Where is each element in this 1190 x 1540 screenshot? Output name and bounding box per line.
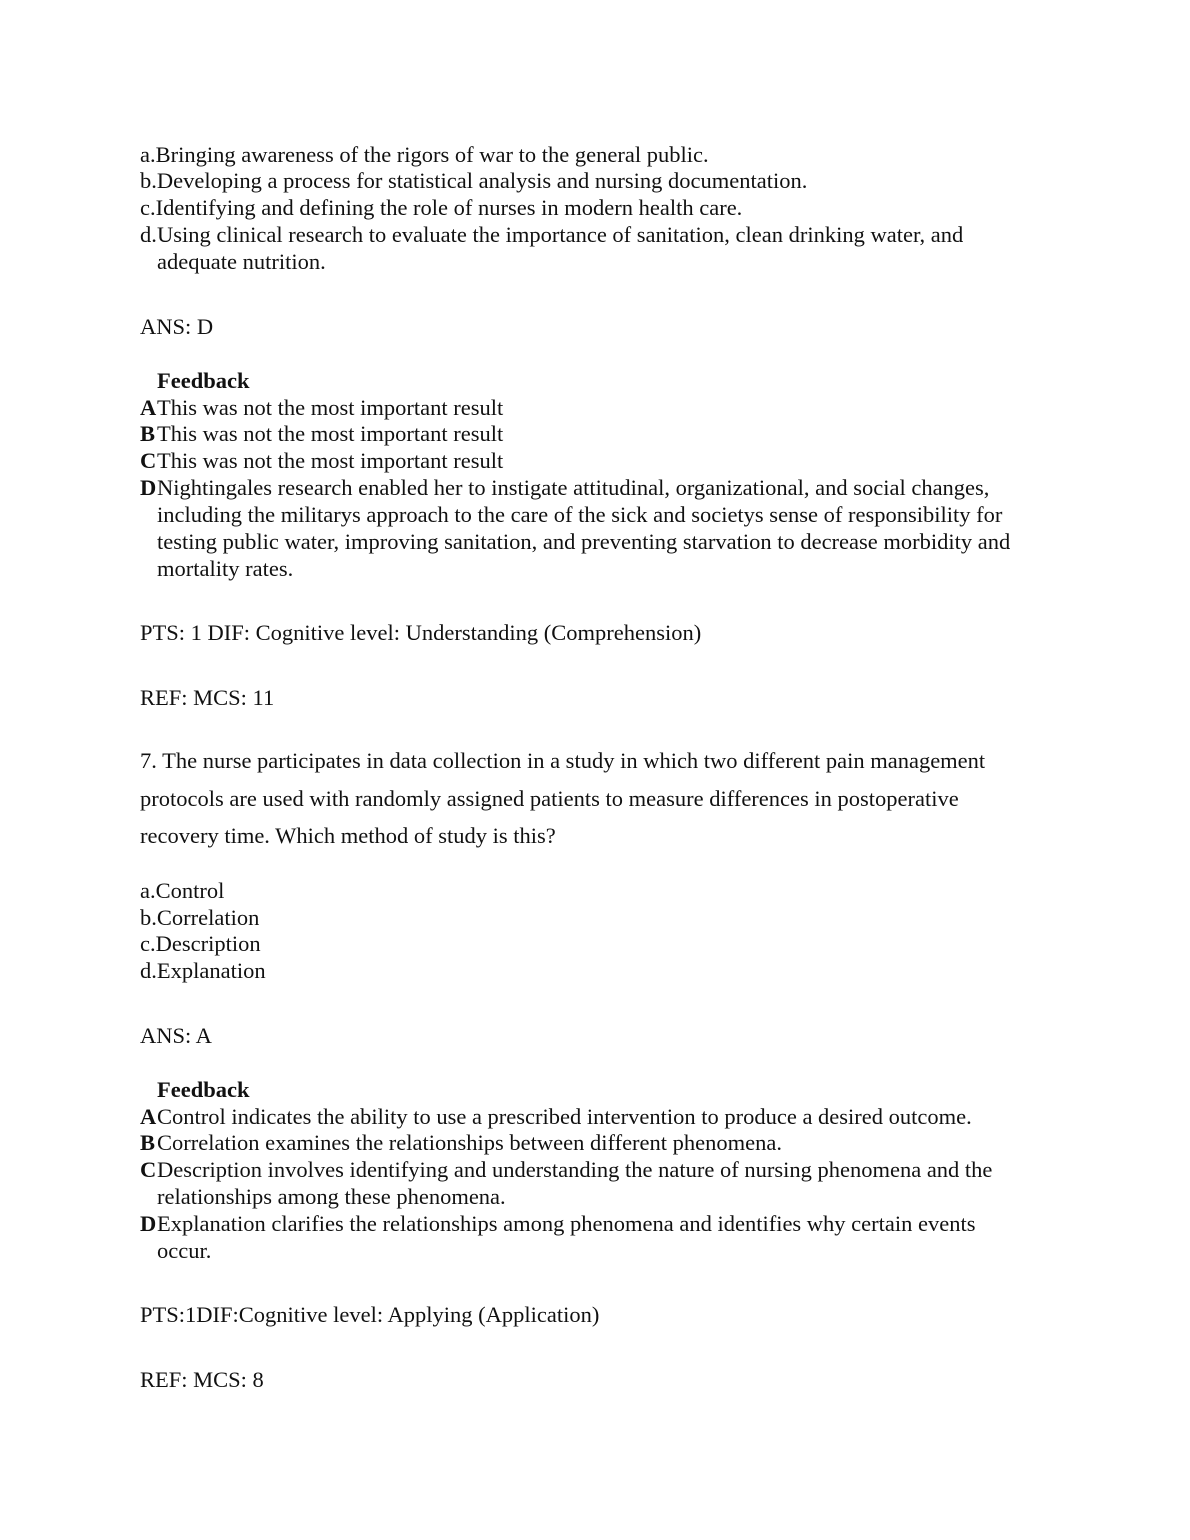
answer: ANS: A	[140, 1023, 212, 1048]
points-difficulty: PTS: 1 DIF: Cognitive level: Understanding (Comprehension)	[140, 620, 702, 645]
points-difficulty: PTS:1DIF:Cognitive level: Applying (Application)	[140, 1302, 600, 1327]
reference: REF: MCS: 8	[140, 1367, 264, 1392]
feedback-a: AControl indicates the ability to use a prescribed intervention to produce a desired outcome.	[140, 1104, 972, 1129]
option-c: c.Identifying and defining the role of nurses in modern health care.	[140, 195, 743, 220]
answer: ANS: D	[140, 314, 214, 339]
reference: REF: MCS: 11	[140, 685, 275, 710]
question-stem: 7. The nurse participates in data collection in a study in which two different pain management protocols are used with randomly assigned patients to measure differences in postoperative recovery time. Which method of study is this?	[140, 748, 986, 848]
feedback-c: CThis was not the most important result	[140, 448, 504, 473]
option-a: a.Control	[140, 878, 225, 903]
feedback-heading: Feedback	[157, 368, 250, 393]
option-c: c.Description	[140, 931, 261, 956]
option-b: b.Correlation	[140, 905, 260, 930]
feedback-c: C Description involves identifying and understanding the nature of nursing phenomena and the relationships among these phenomena.	[140, 1157, 993, 1209]
feedback-heading: Feedback	[157, 1077, 250, 1102]
feedback-b: BCorrelation examines the relationships between different phenomena.	[140, 1130, 783, 1155]
option-d: d.Explanation	[140, 958, 266, 983]
feedback-d: D Explanation clarifies the relationships among phenomena and identifies why certain events occur.	[140, 1211, 976, 1263]
feedback-d: D Nightingales research enabled her to instigate attitudinal, organizational, and social changes, including the militarys approach to the care of the sick and societys sense of responsibility for testing public water, improving sanitation, and preventing starvation to decrease morbidity and mortality rates.	[140, 475, 1011, 581]
feedback-a: AThis was not the most important result	[140, 395, 504, 420]
option-a: a.Bringing awareness of the rigors of war to the general public.	[140, 142, 709, 167]
feedback-b: BThis was not the most important result	[140, 421, 504, 446]
option-d: d. Using clinical research to evaluate the importance of sanitation, clean drinking water, and adequate nutrition.	[140, 222, 964, 274]
option-b: b.Developing a process for statistical analysis and nursing documentation.	[140, 168, 808, 193]
